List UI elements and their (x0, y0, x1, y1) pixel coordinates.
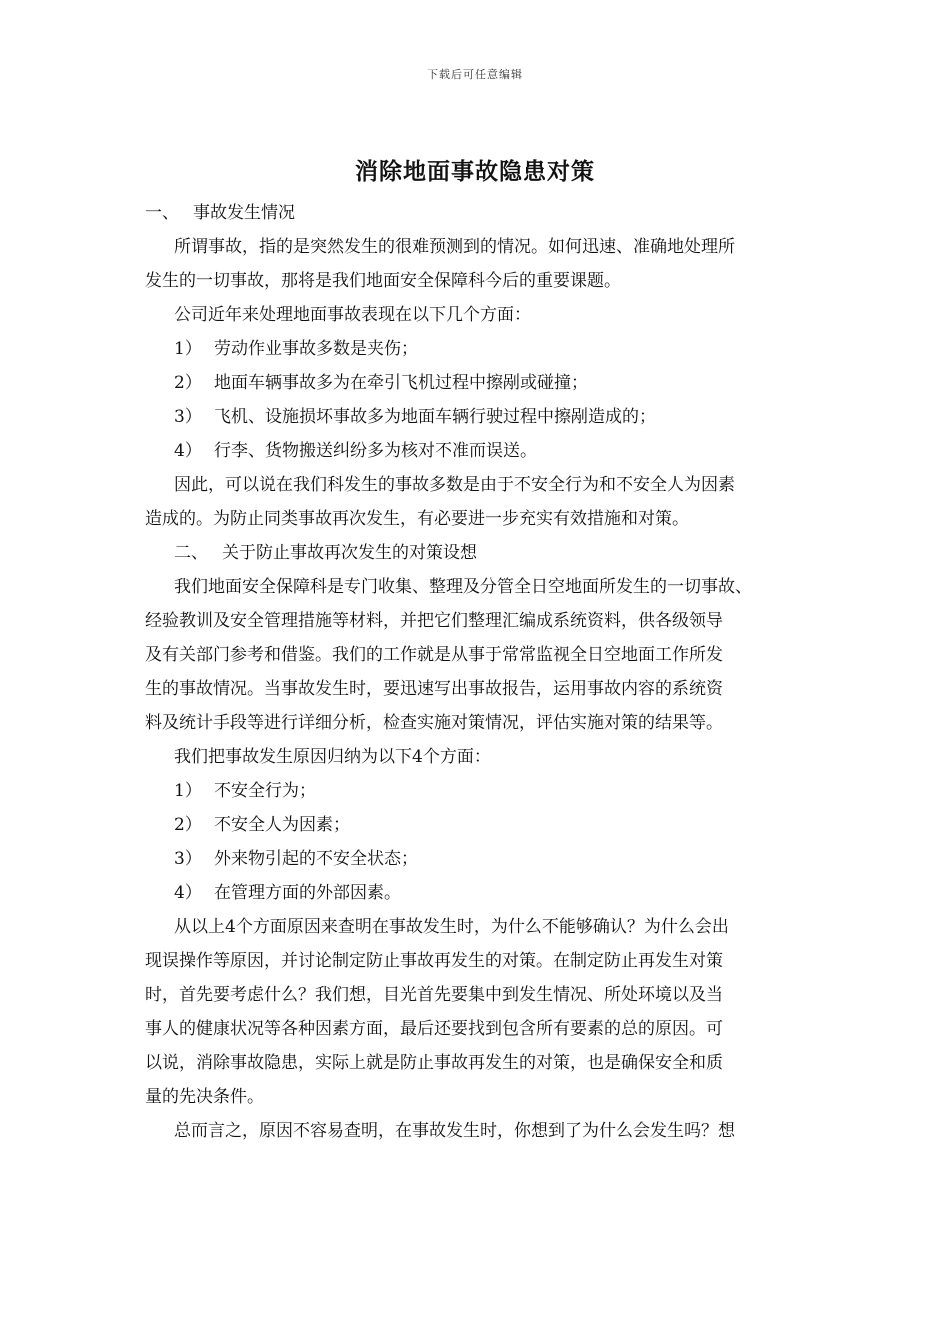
list-item-text: 飞机、设施损坏事故多为地面车辆行驶过程中擦剐造成的； (214, 407, 656, 427)
header-note: 下载后可任意编辑 (427, 68, 523, 81)
list-item-number: 3） (174, 849, 202, 869)
list-item-text: 地面车辆事故多为在牵引飞机过程中擦剐或碰撞； (214, 373, 588, 393)
list-item-text: 劳动作业事故多数是夹伤； (214, 339, 418, 359)
paragraph-line: 造成的。为防止同类事故再次发生，有必要进一步充实有效措施和对策。 (145, 509, 689, 529)
list-item-number: 4） (174, 883, 202, 903)
paragraph-line: 事人的健康状况等各种因素方面，最后还要找到包含所有要素的总的原因。可 (145, 1019, 723, 1039)
paragraph-line: 发生的一切事故，那将是我们地面安全保障科今后的重要课题。 (145, 271, 621, 291)
list-item-text: 不安全人为因素； (214, 815, 350, 835)
section-number: 一、 (145, 203, 179, 223)
list-item (145, 842, 810, 876)
section-heading-2 (145, 536, 810, 570)
paragraph-line: 时，首先要考虑什么？我们想，目光首先要集中到发生情况、所处环境以及当 (145, 985, 723, 1005)
list-item-number: 1） (174, 781, 202, 801)
paragraph-line: 公司近年来处理地面事故表现在以下几个方面： (174, 305, 531, 325)
list-item (145, 400, 810, 434)
document-title: 消除地面事故隐患对策 (355, 158, 595, 185)
list-item-number: 3） (174, 407, 202, 427)
document-body (145, 196, 810, 1148)
paragraph-line: 以说，消除事故隐患，实际上就是防止事故再发生的对策，也是确保安全和质 (145, 1053, 723, 1073)
paragraph-line: 现误操作等原因，并讨论制定防止事故再发生的对策。在制定防止再发生对策 (145, 951, 723, 971)
paragraph-line: 我们把事故发生原因归纳为以下4个方面： (174, 747, 491, 767)
list-item (145, 332, 810, 366)
paragraph-line: 料及统计手段等进行详细分析，检查实施对策情况，评估实施对策的结果等。 (145, 713, 723, 733)
paragraph-line: 所谓事故，指的是突然发生的很难预测到的情况。如何迅速、准确地处理所 (174, 237, 735, 257)
section-number: 二、 (174, 543, 208, 563)
section-heading-text: 事故发生情况 (193, 203, 295, 223)
paragraph-line: 我们地面安全保障科是专门收集、整理及分管全日空地面所发生的一切事故、 (174, 577, 752, 597)
paragraph-line: 经验教训及安全管理措施等材料，并把它们整理汇编成系统资料，供各级领导 (145, 611, 723, 631)
list-item-text: 在管理方面的外部因素。 (214, 883, 401, 903)
paragraph-line: 生的事故情况。当事故发生时，要迅速写出事故报告，运用事故内容的系统资 (145, 679, 723, 699)
paragraph-line: 量的先决条件。 (145, 1087, 264, 1107)
list-item-text: 外来物引起的不安全状态； (214, 849, 418, 869)
list-item-text: 行李、货物搬送纠纷多为核对不准而误送。 (214, 441, 537, 461)
list-item (145, 774, 810, 808)
paragraph-line: 从以上4个方面原因来查明在事故发生时，为什么不能够确认？为什么会出 (174, 917, 729, 937)
list-item-number: 2） (174, 815, 202, 835)
list-item-number: 2） (174, 373, 202, 393)
list-item (145, 366, 810, 400)
list-item-number: 4） (174, 441, 202, 461)
list-item-number: 1） (174, 339, 202, 359)
paragraph-line: 总而言之，原因不容易查明，在事故发生时，你想到了为什么会发生吗？想 (174, 1121, 735, 1141)
paragraph-line: 及有关部门参考和借鉴。我们的工作就是从事于常常监视全日空地面工作所发 (145, 645, 723, 665)
list-item-text: 不安全行为； (214, 781, 316, 801)
paragraph-line: 因此，可以说在我们科发生的事故多数是由于不安全行为和不安全人为因素 (174, 475, 735, 495)
section-heading-text: 关于防止事故再次发生的对策设想 (222, 543, 477, 563)
list-item (145, 808, 810, 842)
list-item (145, 876, 810, 910)
list-item (145, 434, 810, 468)
section-heading-1 (145, 196, 810, 230)
